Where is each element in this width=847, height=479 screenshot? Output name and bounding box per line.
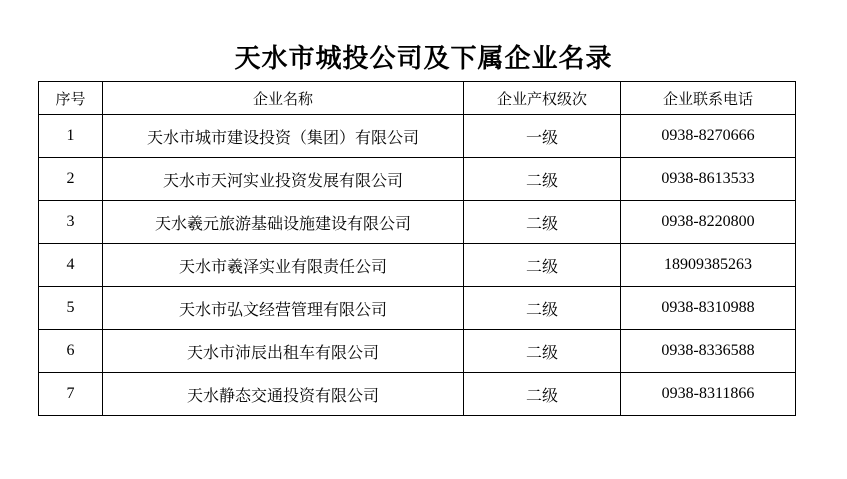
cell-company-name: 天水羲元旅游基础设施建设有限公司 bbox=[103, 201, 464, 244]
cell-company-name: 天水市羲泽实业有限责任公司 bbox=[103, 244, 464, 287]
cell-seq: 1 bbox=[39, 115, 103, 158]
cell-phone: 0938-8220800 bbox=[621, 201, 796, 244]
table-row bbox=[39, 330, 796, 373]
cell-phone: 0938-8336588 bbox=[621, 330, 796, 373]
cell-ownership-level: 二级 bbox=[464, 287, 621, 330]
cell-seq: 4 bbox=[39, 244, 103, 287]
cell-company-name: 天水市沛辰出租车有限公司 bbox=[103, 330, 464, 373]
table-row bbox=[39, 115, 796, 158]
cell-phone: 0938-8613533 bbox=[621, 158, 796, 201]
table-row bbox=[39, 158, 796, 201]
cell-seq: 2 bbox=[39, 158, 103, 201]
company-table bbox=[38, 81, 796, 416]
header-phone: 企业联系电话 bbox=[621, 82, 796, 115]
cell-phone: 18909385263 bbox=[621, 244, 796, 287]
cell-phone: 0938-8311866 bbox=[621, 373, 796, 416]
page-title: 天水市城投公司及下属企业名录 bbox=[234, 44, 613, 73]
cell-phone: 0938-8270666 bbox=[621, 115, 796, 158]
cell-seq: 6 bbox=[39, 330, 103, 373]
cell-seq: 3 bbox=[39, 201, 103, 244]
cell-seq: 5 bbox=[39, 287, 103, 330]
table-row bbox=[39, 287, 796, 330]
header-level: 企业产权级次 bbox=[464, 82, 621, 115]
cell-phone: 0938-8310988 bbox=[621, 287, 796, 330]
header-seq: 序号 bbox=[39, 82, 103, 115]
cell-ownership-level: 二级 bbox=[464, 158, 621, 201]
cell-company-name: 天水市天河实业投资发展有限公司 bbox=[103, 158, 464, 201]
cell-ownership-level: 二级 bbox=[464, 373, 621, 416]
cell-company-name: 天水静态交通投资有限公司 bbox=[103, 373, 464, 416]
cell-ownership-level: 二级 bbox=[464, 244, 621, 287]
cell-seq: 7 bbox=[39, 373, 103, 416]
cell-ownership-level: 二级 bbox=[464, 330, 621, 373]
cell-ownership-level: 二级 bbox=[464, 201, 621, 244]
cell-company-name: 天水市弘文经营管理有限公司 bbox=[103, 287, 464, 330]
cell-ownership-level: 一级 bbox=[464, 115, 621, 158]
cell-company-name: 天水市城市建设投资（集团）有限公司 bbox=[103, 115, 464, 158]
header-name: 企业名称 bbox=[103, 82, 464, 115]
table-row bbox=[39, 244, 796, 287]
table-row bbox=[39, 373, 796, 416]
table-row bbox=[39, 201, 796, 244]
table-header-row bbox=[39, 82, 796, 115]
